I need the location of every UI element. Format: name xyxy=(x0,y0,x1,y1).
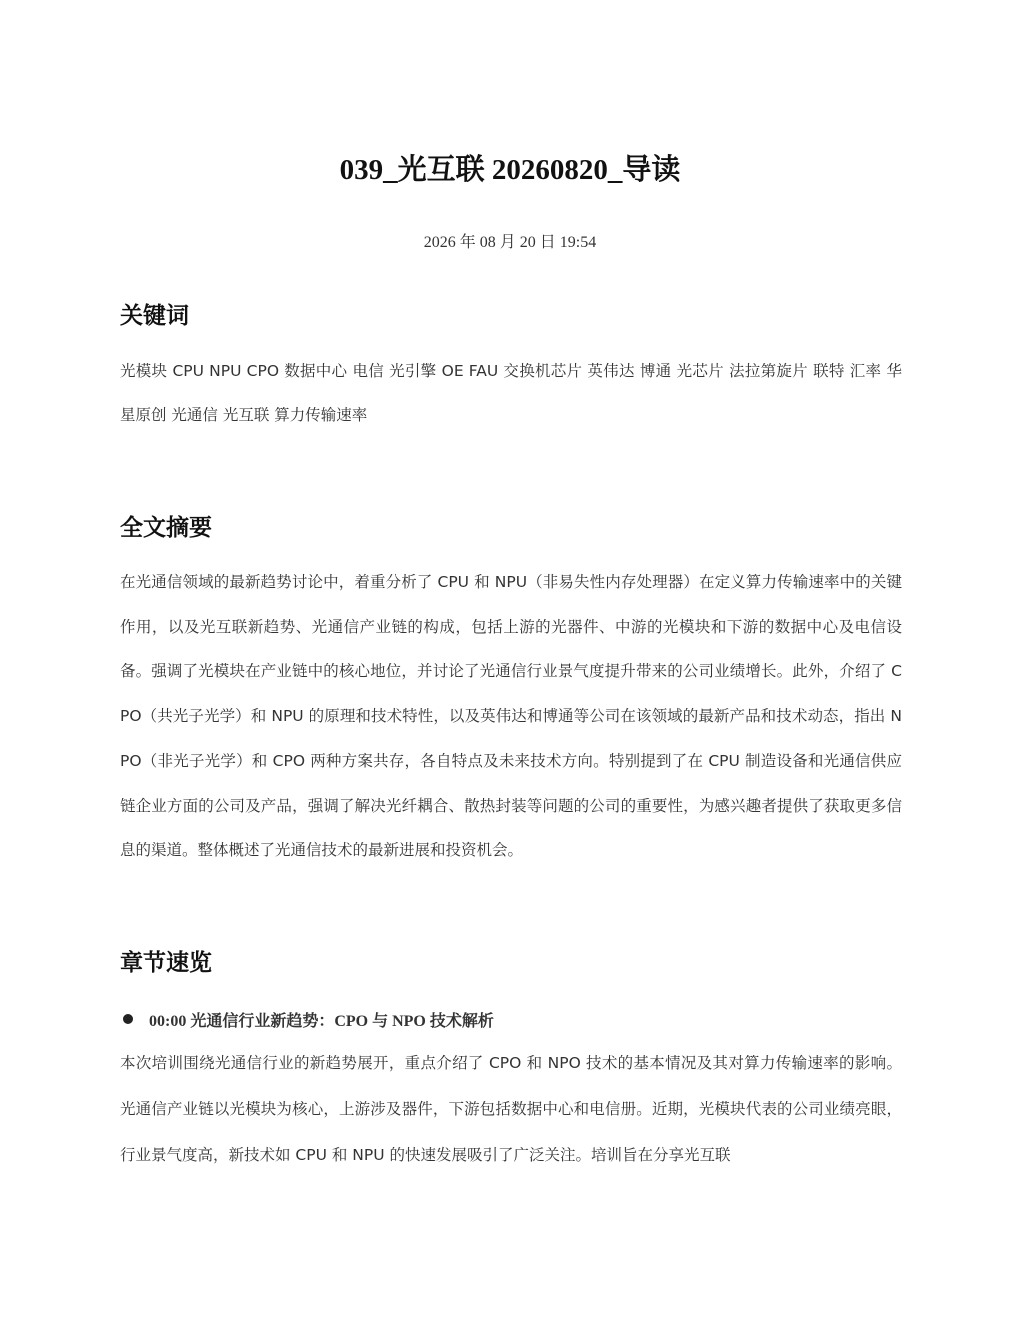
chapter-title: 00:00 光通信行业新趋势：CPO 与 NPO 技术解析 xyxy=(149,1012,494,1030)
bullet-icon xyxy=(123,1014,133,1024)
summary-heading: 全文摘要 xyxy=(120,515,212,541)
document-date: 2026 年 08 月 20 日 19:54 xyxy=(423,234,597,251)
summary-text: 在光通信领域的最新趋势讨论中，着重分析了 CPU 和 NPU（非易失性内存处理器）在定义算力传输速率中的关键作用，以及光互联新趋势、光通信产业链的构成，包括上游的光器件、中游的光模块和下游的数据中心及电信设备。强调了光模块在产业链中的核心地位，并讨论了光通信行业景气度提升带来的公司业绩增长。此外，介绍了 CPO（共光子光学）和 NPU 的原理和技术特性，以及英伟达和博通等公司在该领域的最新产品和技术动态，指出 NPO（非光子光学）和 CPO 两种方案共存，各自特点及未来技术方向。特别提到了在 CPU 制造设备和光通信供应链企业方面的公司及产品，强调了解决光纤耦合、散热封装等问题的公司的重要性，为感兴趣者提供了获取更多信息的渠道。整体概述了光通信技术的最新进展和投资机会。 xyxy=(120,573,902,860)
chapters-heading: 章节速览 xyxy=(120,950,212,976)
keywords-heading: 关键词 xyxy=(120,303,189,329)
keywords-text: 光模块 CPU NPU CPO 数据中心 电信 光引擎 OE FAU 交换机芯片 英伟达 博通 光芯片 法拉第旋片 联特 汇率 华星原创 光通信 光互联 算力传输速率 xyxy=(120,362,902,424)
chapter-text: 本次培训围绕光通信行业的新趋势展开，重点介绍了 CPO 和 NPO 技术的基本情况及其对算力传输速率的影响。光通信产业链以光模块为核心，上游涉及器件，下游包括数据中心和电信册。近期，光模块代表的公司业绩亮眼，行业景气度高，新技术如 CPU 和 NPU 的快速发展吸引了广泛关注。培训旨在分享光互联 xyxy=(120,1054,902,1164)
document-title: 039_光互联 20260820_导读 xyxy=(339,154,681,186)
chapter-item xyxy=(120,1004,902,1034)
